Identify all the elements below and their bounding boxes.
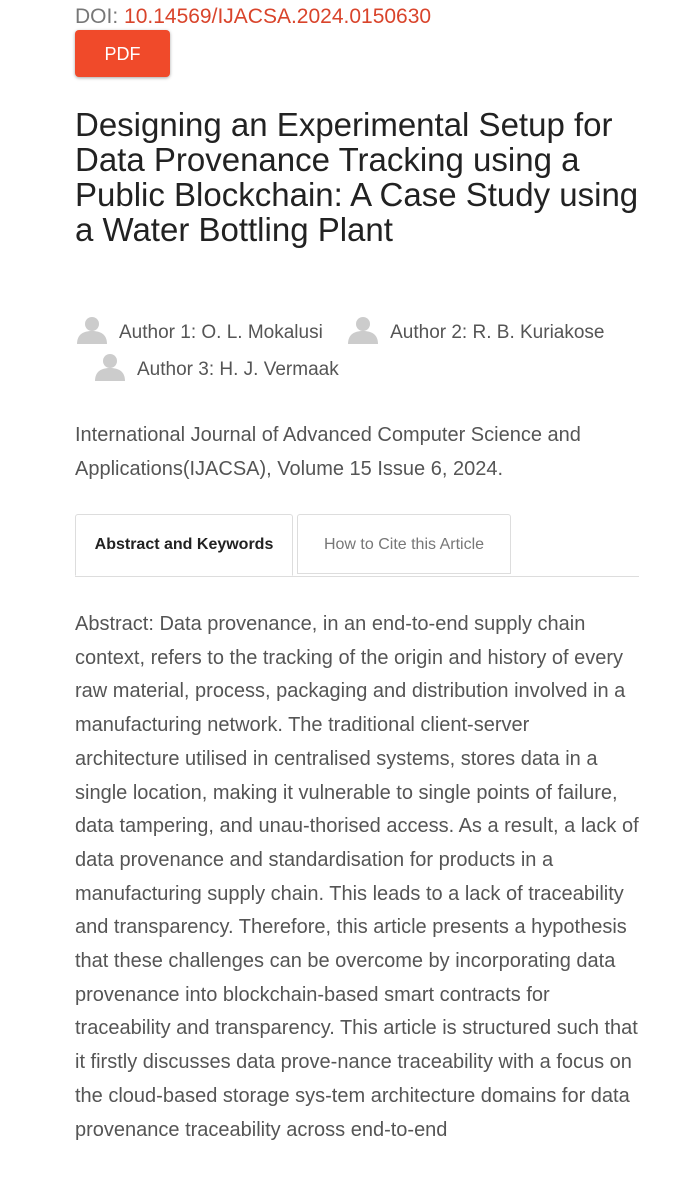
author-name: Author 2: R. B. Kuriakose	[390, 322, 605, 343]
author-item	[75, 322, 323, 343]
doi-link[interactable]: 10.14569/IJACSA.2024.0150630	[124, 5, 432, 28]
user-icon	[75, 316, 109, 344]
doi-line	[75, 3, 431, 31]
tab-how-to-cite[interactable]: How to Cite this Article	[297, 514, 511, 574]
journal-citation: International Journal of Advanced Computer Science and Applications(IJACSA), Volume 15 Issue 6, 2024.	[75, 424, 581, 480]
doi-label: DOI:	[75, 5, 119, 28]
tab-bar	[75, 514, 639, 577]
user-icon	[346, 316, 380, 344]
author-list	[75, 314, 639, 388]
user-icon	[93, 353, 127, 381]
pdf-button[interactable]: PDF	[75, 30, 170, 77]
author-item	[75, 359, 339, 380]
article-title: Designing an Experimental Setup for Data Provenance Tracking using a Public Blockchain: A Case Study using a Water Bottling Plant	[75, 106, 639, 248]
author-item	[328, 322, 604, 343]
author-name: Author 3: H. J. Vermaak	[137, 359, 339, 380]
tab-abstract-keywords[interactable]: Abstract and Keywords	[75, 514, 293, 576]
abstract-text: Abstract: Data provenance, in an end-to-end supply chain context, refers to the tracking of the origin and history of every raw material, process, packaging and distribution involved in a manufacturing network. The traditional client-server architecture utilised in centralised systems, stores data in a single location, making it vulnerable to single points of failure, data tampering, and unau-thorised access. As a result, a lack of data provenance and standardisation for products in a manufacturing supply chain. This leads to a lack of traceability and transparency. Therefore, this article presents a hypothesis that these challenges can be overcome by incorporating data provenance into blockchain-based smart contracts for traceability and transparency. This article is structured such that it firstly discusses data prove-nance traceability with a focus on the cloud-based storage sys-tem architecture domains for data provenance traceability across end-to-end	[75, 613, 639, 1141]
author-name: Author 1: O. L. Mokalusi	[119, 322, 323, 343]
